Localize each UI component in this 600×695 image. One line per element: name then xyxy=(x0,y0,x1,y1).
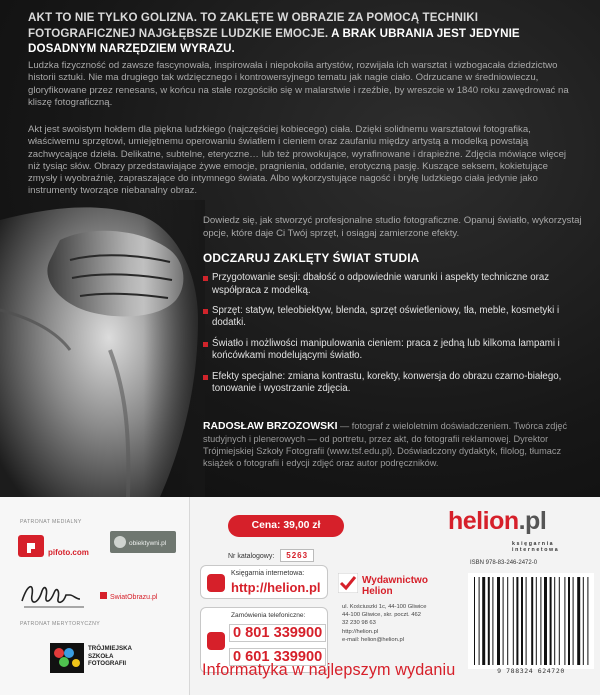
studio-intro: Dowiedz się, jak stworzyć profesjonalne studio fotograficzne. Opanuj światło, wykorzystaj opcje, które daje Ci Twój sprzęt, i osiągaj zamierzone efekty. xyxy=(203,215,582,239)
author-bio-text: — fotograf z wieloletnim doświadczeniem. Twórca zdjęć studyjnych i plenerowych — od portretu, przez akt, do fotografii reklamowej. Dyrektor Trójmiejskiej Szkoły Fotografii (www.tsf.edu.pl). Doświadczony dydaktyk, filolog, tłumacz książek o fotografii i edycji zdjęć oraz autor podręczników. xyxy=(203,421,568,469)
isbn: ISBN 978-83-246-2472-0 xyxy=(470,560,538,566)
intro-paragraph-2: Akt jest swoistym hołdem dla piękna ludzkiego (najczęściej kobiecego) ciała. Dzięki solidnemu warsztatowi fotografika, właściwemu sprzętowi, umiejętnemu operowaniu światłem i cieniem oraz zaufaniu między artystą a modelką powstają zachwycające dzieła. Delikatne, subtelne, eteryczne… lub też prowokujące, wyrafinowane i drapieżne. Zdjęcia mówiące więcej niż tysiąc słów. Obrazy przedstawiające żywe emocje, pragnienia, oddanie, erotyczną pasję. Kuszące seksem, kokietujące zmysły i wyobraźnię, zapraszające do intymnego świata. Albo wykorzystujące nagość i bryłę ludzkiego ciała jedynie jako instrumenty tworzące niebanalny obraz. xyxy=(28,124,567,197)
phone-number-1: 0 801 339900 xyxy=(229,624,326,642)
bookstore-box xyxy=(200,565,328,599)
publisher-address: ul. Kościuszki 1c, 44-100 Gliwice 44-100 Gliwice, skr. poczt. 462 32 230 98 63 http://helion.pl e-mail: helion@helion.pl xyxy=(342,604,427,643)
patrons-panel xyxy=(0,497,190,695)
swiatfoto-signature-logo xyxy=(18,577,90,611)
publisher-tagline: Informatyka w najlepszym wydaniu xyxy=(202,661,456,679)
list-item: Światło i możliwości manipulowania cieniem: praca z jedną lub kilkoma lampami i końcówkami modelującymi światło. xyxy=(203,338,583,363)
tsf-name: TRÓJMIEJSKA SZKOŁA FOTOGRAFII xyxy=(88,645,133,668)
publisher-footer xyxy=(0,497,600,695)
helion-subtitle: księgarnia internetowa xyxy=(512,541,560,554)
author-name: RADOSŁAW BRZOZOWSKI xyxy=(203,421,338,432)
list-item: Przygotowanie sesji: dbałość o odpowiednie warunki i aspekty techniczne oraz współpraca z modelką. xyxy=(203,272,583,297)
pifoto-logo xyxy=(18,535,98,561)
publisher-name: Wydawnictwo Helion xyxy=(362,575,428,597)
feature-list xyxy=(203,272,583,395)
obiektywni-text: obiektywni.pl xyxy=(129,540,167,547)
phone-orders-label: Zamówienia telefoniczne: xyxy=(231,612,306,619)
phone-number-2: 0 601 339900 xyxy=(229,648,326,666)
list-item: Efekty specjalne: zmiana kontrastu, korekty, konwersja do obrazu czarno-białego, tonowanie i wyostrzanie zdjęcia. xyxy=(203,371,583,396)
helion-logo: helion.pl xyxy=(448,507,547,535)
section-title: ODCZARUJ ZAKLĘTY ŚWIAT STUDIA xyxy=(203,251,420,266)
swiatobrazu-logo xyxy=(100,589,180,603)
nude-figure-photo xyxy=(0,200,205,497)
bookstore-url: http://helion.pl xyxy=(231,580,321,595)
obiektywni-logo xyxy=(110,531,176,553)
phone-icon xyxy=(207,632,225,650)
order-info-panel xyxy=(190,497,600,695)
catalog-number-row xyxy=(228,549,314,562)
author-bio xyxy=(203,420,588,469)
pifoto-text: pifoto.com xyxy=(48,548,89,557)
headline-part1: AKT TO NIE TYLKO GOLIZNA. TO ZAKLĘTE W OBRAZIE ZA POMOCĄ TECHNIKI FOTOGRAFICZNEJ NAJGŁĘBSZE LUDZKIE EMOCJE. xyxy=(28,11,479,40)
catalog-number: 5263 xyxy=(280,549,314,562)
cart-icon xyxy=(207,574,225,592)
studio-sidebar xyxy=(203,215,583,403)
content-patron-label: PATRONAT MERYTORYCZNY xyxy=(20,621,101,627)
headline xyxy=(28,10,576,57)
bookstore-label: Księgarnia internetowa: xyxy=(231,570,305,577)
swiatobrazu-text: SwiatObrazu.pl xyxy=(110,594,158,601)
media-patron-label: PATRONAT MEDIALNY xyxy=(20,519,82,525)
headline-part2: A BRAK UBRANIA JEST JEDYNIE DOSADNYM NARZĘDZIEM WYRAZU. xyxy=(28,26,520,56)
helion-checkmark-icon xyxy=(338,573,358,593)
tsf-logo xyxy=(50,643,84,673)
isbn-barcode xyxy=(468,573,594,669)
price-badge: Cena: 39,00 zł xyxy=(228,515,344,537)
barcode-digits: 9 788324 624720 xyxy=(497,667,565,675)
list-item: Sprzęt: statyw, teleobiektyw, blenda, sprzęt oświetleniowy, tła, meble, kosmetyki i dodatki. xyxy=(203,305,583,330)
catalog-label: Nr katalogowy: xyxy=(228,553,275,560)
intro-paragraph-1: Ludzka fizyczność od zawsze fascynowała, inspirowała i niepokoiła artystów, rozwijała ich warsztat i wzbogacała dziedzictwo historii sztuki. Nie ma drugiego tak wdzięcznego i kontrowersyjnego tematu jak nagie ciało. Odrzucane w średniowieczu, gloryfikowane przez renesans, w końcu na stałe rozgościło się w malarstwie i rzeźbie, by wreszcie w 1840 roku zawędrować na kliszę fotograficzną. xyxy=(28,60,569,108)
